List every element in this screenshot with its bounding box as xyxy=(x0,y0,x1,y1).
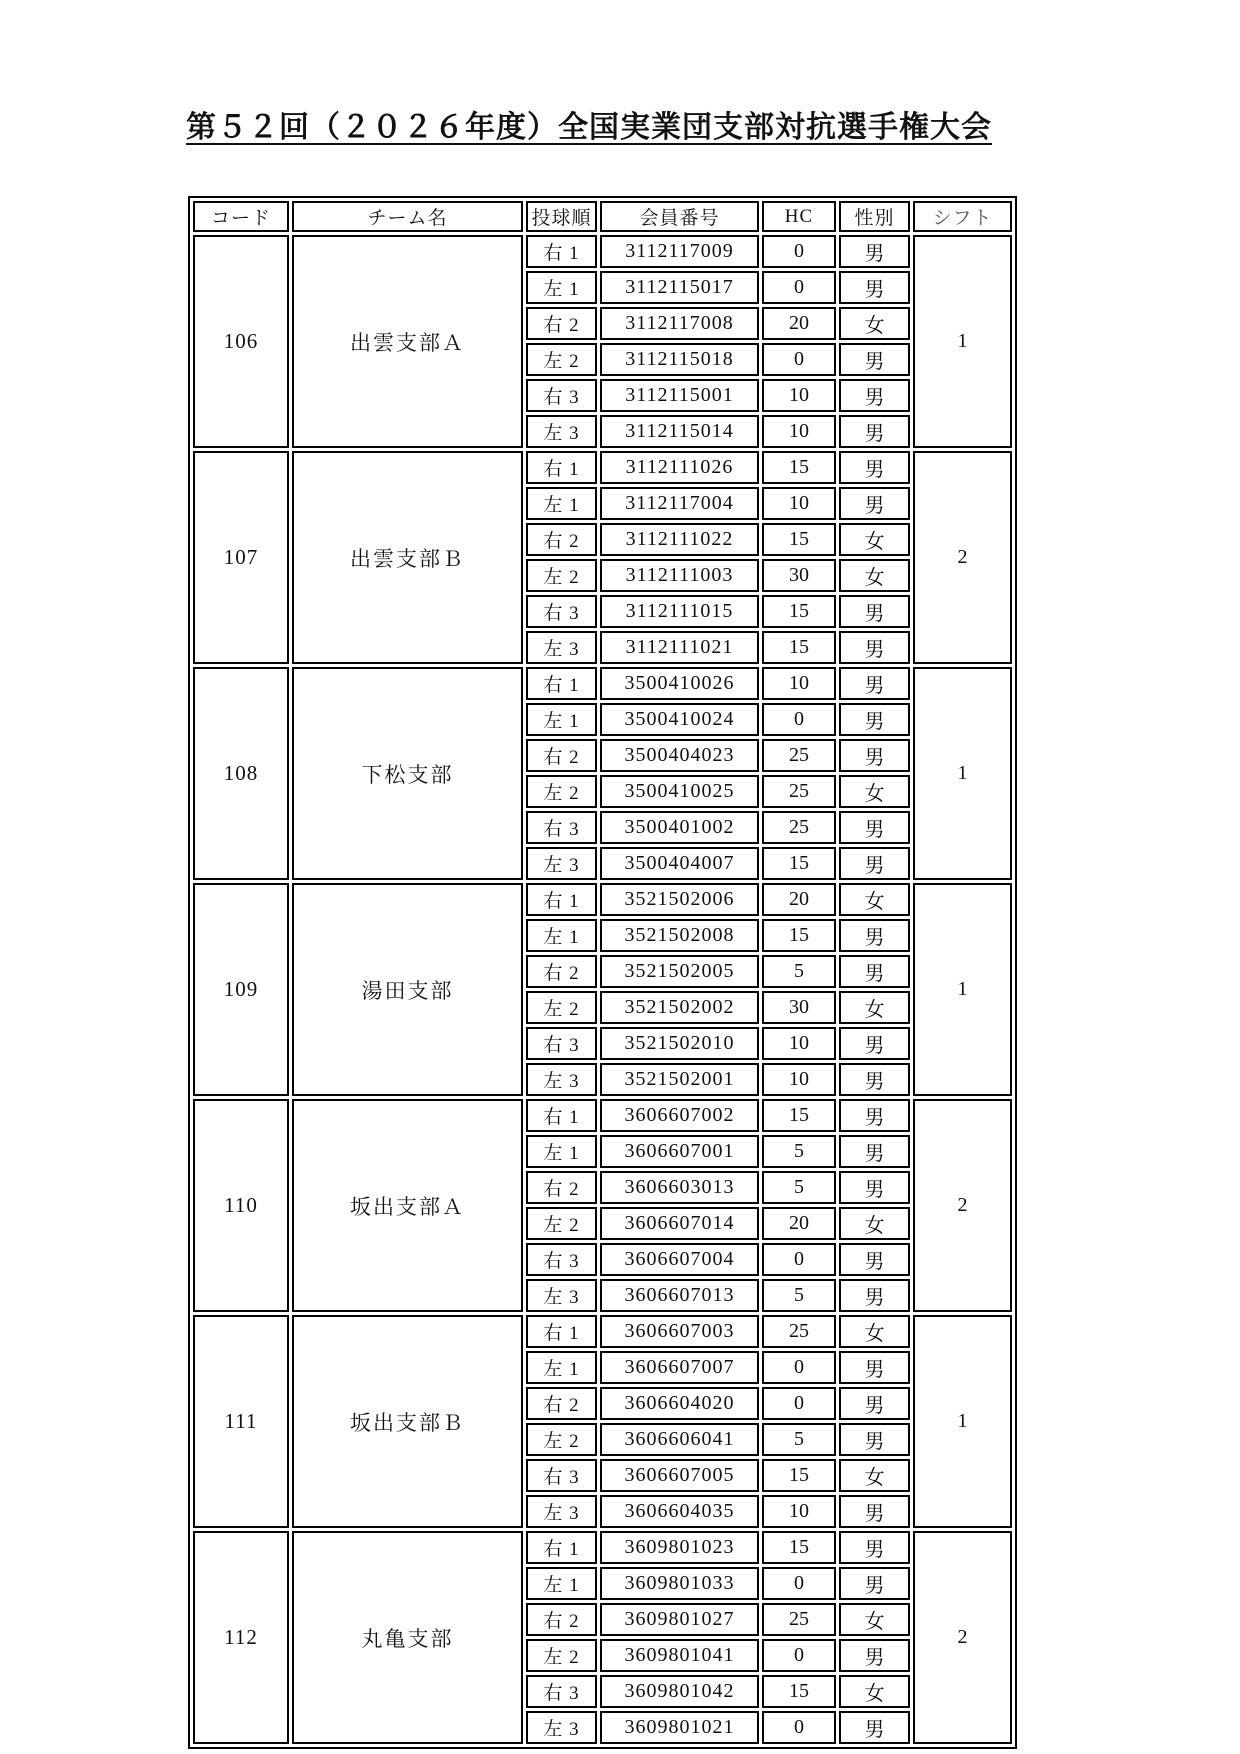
player-row xyxy=(193,1531,1012,1564)
throw-order-cell: 左 1 xyxy=(526,271,597,304)
team-code-cell: 112 xyxy=(193,1531,289,1744)
handicap-cell: 15 xyxy=(762,1675,836,1708)
handicap-cell: 15 xyxy=(762,919,836,952)
throw-order-cell: 右 2 xyxy=(526,739,597,772)
throw-order-cell: 左 2 xyxy=(526,343,597,376)
header-member: 会員番号 xyxy=(600,201,759,232)
throw-order-cell: 左 3 xyxy=(526,1711,597,1744)
member-number-cell: 3112111003 xyxy=(600,559,759,592)
member-number-cell: 3500404007 xyxy=(600,847,759,880)
handicap-cell: 5 xyxy=(762,955,836,988)
handicap-cell: 0 xyxy=(762,271,836,304)
gender-cell: 男 xyxy=(839,847,910,880)
throw-order-cell: 右 3 xyxy=(526,1459,597,1492)
throw-order-cell: 右 2 xyxy=(526,1171,597,1204)
gender-cell: 女 xyxy=(839,1315,910,1348)
member-number-cell: 3112117008 xyxy=(600,307,759,340)
header-shift: シフト xyxy=(913,201,1012,232)
handicap-cell: 5 xyxy=(762,1171,836,1204)
shift-cell: 1 xyxy=(913,667,1012,880)
throw-order-cell: 左 1 xyxy=(526,1567,597,1600)
member-number-cell: 3112111026 xyxy=(600,451,759,484)
gender-cell: 女 xyxy=(839,775,910,808)
throw-order-cell: 右 3 xyxy=(526,811,597,844)
throw-order-cell: 右 1 xyxy=(526,235,597,268)
team-name-cell: 湯田支部 xyxy=(292,883,523,1096)
shift-cell: 2 xyxy=(913,451,1012,664)
handicap-cell: 30 xyxy=(762,991,836,1024)
header-hc: HC xyxy=(762,201,836,232)
handicap-cell: 0 xyxy=(762,1639,836,1672)
member-number-cell: 3606606041 xyxy=(600,1423,759,1456)
throw-order-cell: 右 1 xyxy=(526,451,597,484)
handicap-cell: 10 xyxy=(762,379,836,412)
member-number-cell: 3521502006 xyxy=(600,883,759,916)
gender-cell: 男 xyxy=(839,1243,910,1276)
gender-cell: 男 xyxy=(839,1567,910,1600)
gender-cell: 女 xyxy=(839,883,910,916)
member-number-cell: 3606607005 xyxy=(600,1459,759,1492)
handicap-cell: 10 xyxy=(762,415,836,448)
player-row xyxy=(193,451,1012,484)
member-number-cell: 3500410026 xyxy=(600,667,759,700)
handicap-cell: 0 xyxy=(762,1351,836,1384)
gender-cell: 男 xyxy=(839,631,910,664)
handicap-cell: 25 xyxy=(762,1603,836,1636)
handicap-cell: 5 xyxy=(762,1423,836,1456)
gender-cell: 男 xyxy=(839,811,910,844)
handicap-cell: 15 xyxy=(762,1459,836,1492)
gender-cell: 男 xyxy=(839,1711,910,1744)
player-row xyxy=(193,667,1012,700)
header-team: チーム名 xyxy=(292,201,523,232)
throw-order-cell: 右 2 xyxy=(526,307,597,340)
throw-order-cell: 右 2 xyxy=(526,955,597,988)
handicap-cell: 10 xyxy=(762,1495,836,1528)
handicap-cell: 0 xyxy=(762,703,836,736)
throw-order-cell: 左 1 xyxy=(526,703,597,736)
member-number-cell: 3606603013 xyxy=(600,1171,759,1204)
team-name-cell: 出雲支部Ｂ xyxy=(292,451,523,664)
handicap-cell: 5 xyxy=(762,1135,836,1168)
gender-cell: 男 xyxy=(839,1639,910,1672)
throw-order-cell: 右 3 xyxy=(526,379,597,412)
handicap-cell: 10 xyxy=(762,487,836,520)
member-number-cell: 3609801023 xyxy=(600,1531,759,1564)
gender-cell: 男 xyxy=(839,1351,910,1384)
gender-cell: 男 xyxy=(839,1027,910,1060)
gender-cell: 男 xyxy=(839,1531,910,1564)
member-number-cell: 3609801033 xyxy=(600,1567,759,1600)
throw-order-cell: 左 2 xyxy=(526,775,597,808)
member-number-cell: 3609801042 xyxy=(600,1675,759,1708)
handicap-cell: 25 xyxy=(762,775,836,808)
throw-order-cell: 左 2 xyxy=(526,991,597,1024)
member-number-cell: 3609801041 xyxy=(600,1639,759,1672)
throw-order-cell: 左 3 xyxy=(526,631,597,664)
gender-cell: 女 xyxy=(839,1459,910,1492)
throw-order-cell: 右 3 xyxy=(526,1243,597,1276)
member-number-cell: 3500410024 xyxy=(600,703,759,736)
throw-order-cell: 左 1 xyxy=(526,919,597,952)
throw-order-cell: 左 1 xyxy=(526,1351,597,1384)
handicap-cell: 15 xyxy=(762,1531,836,1564)
team-name-cell: 坂出支部Ａ xyxy=(292,1099,523,1312)
player-row xyxy=(193,235,1012,268)
team-name-cell: 坂出支部Ｂ xyxy=(292,1315,523,1528)
member-number-cell: 3500401002 xyxy=(600,811,759,844)
member-number-cell: 3606604020 xyxy=(600,1387,759,1420)
handicap-cell: 0 xyxy=(762,1387,836,1420)
gender-cell: 男 xyxy=(839,1423,910,1456)
team-name-cell: 下松支部 xyxy=(292,667,523,880)
throw-order-cell: 右 1 xyxy=(526,1531,597,1564)
gender-cell: 女 xyxy=(839,1603,910,1636)
member-number-cell: 3606607001 xyxy=(600,1135,759,1168)
gender-cell: 男 xyxy=(839,1171,910,1204)
throw-order-cell: 左 2 xyxy=(526,1423,597,1456)
throw-order-cell: 左 1 xyxy=(526,1135,597,1168)
throw-order-cell: 左 3 xyxy=(526,847,597,880)
throw-order-cell: 左 1 xyxy=(526,487,597,520)
throw-order-cell: 右 1 xyxy=(526,667,597,700)
throw-order-cell: 右 2 xyxy=(526,1387,597,1420)
gender-cell: 男 xyxy=(839,271,910,304)
throw-order-cell: 左 2 xyxy=(526,1639,597,1672)
shift-cell: 1 xyxy=(913,883,1012,1096)
member-number-cell: 3606607003 xyxy=(600,1315,759,1348)
gender-cell: 男 xyxy=(839,1387,910,1420)
team-code-cell: 106 xyxy=(193,235,289,448)
member-number-cell: 3606607007 xyxy=(600,1351,759,1384)
handicap-cell: 0 xyxy=(762,1243,836,1276)
team-code-cell: 108 xyxy=(193,667,289,880)
member-number-cell: 3112115014 xyxy=(600,415,759,448)
handicap-cell: 15 xyxy=(762,451,836,484)
member-number-cell: 3112115001 xyxy=(600,379,759,412)
team-code-cell: 109 xyxy=(193,883,289,1096)
gender-cell: 男 xyxy=(839,919,910,952)
team-code-cell: 110 xyxy=(193,1099,289,1312)
throw-order-cell: 左 3 xyxy=(526,1279,597,1312)
shift-cell: 2 xyxy=(913,1531,1012,1744)
gender-cell: 女 xyxy=(839,523,910,556)
handicap-cell: 20 xyxy=(762,307,836,340)
player-row xyxy=(193,883,1012,916)
handicap-cell: 25 xyxy=(762,1315,836,1348)
handicap-cell: 25 xyxy=(762,739,836,772)
player-row xyxy=(193,1315,1012,1348)
gender-cell: 男 xyxy=(839,595,910,628)
member-number-cell: 3521502008 xyxy=(600,919,759,952)
gender-cell: 女 xyxy=(839,1675,910,1708)
member-number-cell: 3606607014 xyxy=(600,1207,759,1240)
throw-order-cell: 右 1 xyxy=(526,1099,597,1132)
gender-cell: 男 xyxy=(839,415,910,448)
gender-cell: 男 xyxy=(839,1099,910,1132)
throw-order-cell: 左 3 xyxy=(526,1495,597,1528)
gender-cell: 男 xyxy=(839,739,910,772)
throw-order-cell: 右 3 xyxy=(526,1027,597,1060)
team-code-cell: 107 xyxy=(193,451,289,664)
throw-order-cell: 右 1 xyxy=(526,883,597,916)
handicap-cell: 15 xyxy=(762,595,836,628)
handicap-cell: 15 xyxy=(762,523,836,556)
throw-order-cell: 左 3 xyxy=(526,1063,597,1096)
shift-cell: 1 xyxy=(913,235,1012,448)
member-number-cell: 3521502002 xyxy=(600,991,759,1024)
member-number-cell: 3112115017 xyxy=(600,271,759,304)
gender-cell: 男 xyxy=(839,451,910,484)
handicap-cell: 15 xyxy=(762,847,836,880)
gender-cell: 女 xyxy=(839,991,910,1024)
header-gender: 性別 xyxy=(839,201,910,232)
member-number-cell: 3112115018 xyxy=(600,343,759,376)
handicap-cell: 25 xyxy=(762,811,836,844)
member-number-cell: 3112111022 xyxy=(600,523,759,556)
gender-cell: 男 xyxy=(839,235,910,268)
handicap-cell: 15 xyxy=(762,631,836,664)
member-number-cell: 3112111021 xyxy=(600,631,759,664)
gender-cell: 女 xyxy=(839,1207,910,1240)
gender-cell: 男 xyxy=(839,1495,910,1528)
gender-cell: 男 xyxy=(839,487,910,520)
throw-order-cell: 左 3 xyxy=(526,415,597,448)
member-number-cell: 3500410025 xyxy=(600,775,759,808)
handicap-cell: 10 xyxy=(762,1027,836,1060)
team-name-cell: 丸亀支部 xyxy=(292,1531,523,1744)
throw-order-cell: 左 2 xyxy=(526,1207,597,1240)
shift-cell: 2 xyxy=(913,1099,1012,1312)
gender-cell: 男 xyxy=(839,703,910,736)
member-number-cell: 3609801021 xyxy=(600,1711,759,1744)
member-number-cell: 3606607002 xyxy=(600,1099,759,1132)
handicap-cell: 20 xyxy=(762,883,836,916)
shift-cell: 1 xyxy=(913,1315,1012,1528)
member-number-cell: 3609801027 xyxy=(600,1603,759,1636)
member-number-cell: 3500404023 xyxy=(600,739,759,772)
team-name-cell: 出雲支部Ａ xyxy=(292,235,523,448)
member-number-cell: 3606604035 xyxy=(600,1495,759,1528)
member-number-cell: 3521502010 xyxy=(600,1027,759,1060)
player-row xyxy=(193,1099,1012,1132)
roster-table xyxy=(188,196,1017,1749)
throw-order-cell: 右 1 xyxy=(526,1315,597,1348)
member-number-cell: 3112111015 xyxy=(600,595,759,628)
handicap-cell: 20 xyxy=(762,1207,836,1240)
gender-cell: 男 xyxy=(839,955,910,988)
handicap-cell: 5 xyxy=(762,1279,836,1312)
team-table-body xyxy=(193,235,1012,1744)
member-number-cell: 3521502005 xyxy=(600,955,759,988)
page-title: 第５２回（２０２６年度）全国実業団支部対抗選手権大会 xyxy=(186,111,992,144)
gender-cell: 男 xyxy=(839,667,910,700)
handicap-cell: 0 xyxy=(762,1711,836,1744)
member-number-cell: 3112117009 xyxy=(600,235,759,268)
gender-cell: 男 xyxy=(839,1279,910,1312)
handicap-cell: 10 xyxy=(762,1063,836,1096)
throw-order-cell: 右 3 xyxy=(526,1675,597,1708)
gender-cell: 女 xyxy=(839,559,910,592)
header-code: コード xyxy=(193,201,289,232)
member-number-cell: 3521502001 xyxy=(600,1063,759,1096)
handicap-cell: 10 xyxy=(762,667,836,700)
gender-cell: 男 xyxy=(839,1063,910,1096)
gender-cell: 女 xyxy=(839,307,910,340)
throw-order-cell: 右 3 xyxy=(526,595,597,628)
member-number-cell: 3112117004 xyxy=(600,487,759,520)
gender-cell: 男 xyxy=(839,343,910,376)
header-row xyxy=(193,201,1012,232)
handicap-cell: 0 xyxy=(762,343,836,376)
throw-order-cell: 右 2 xyxy=(526,1603,597,1636)
gender-cell: 男 xyxy=(839,1135,910,1168)
handicap-cell: 0 xyxy=(762,235,836,268)
team-code-cell: 111 xyxy=(193,1315,289,1528)
member-number-cell: 3606607004 xyxy=(600,1243,759,1276)
member-number-cell: 3606607013 xyxy=(600,1279,759,1312)
header-throw-order: 投球順 xyxy=(526,201,597,232)
throw-order-cell: 右 2 xyxy=(526,523,597,556)
throw-order-cell: 左 2 xyxy=(526,559,597,592)
gender-cell: 男 xyxy=(839,379,910,412)
handicap-cell: 15 xyxy=(762,1099,836,1132)
handicap-cell: 0 xyxy=(762,1567,836,1600)
handicap-cell: 30 xyxy=(762,559,836,592)
